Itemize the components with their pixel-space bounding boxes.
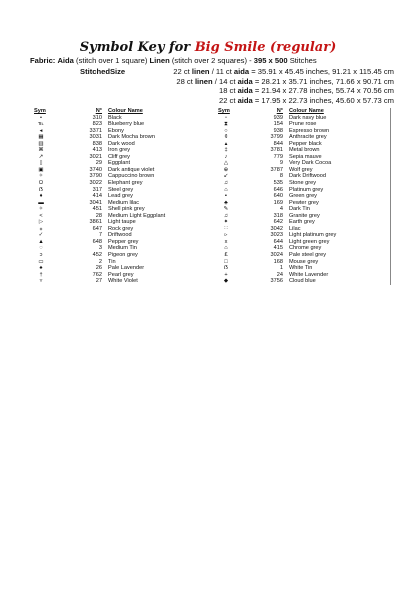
colour-name: Iron grey	[108, 147, 131, 154]
size-part: aida	[233, 67, 250, 76]
floss-number: 3799	[270, 134, 283, 141]
symbol-cell: ▦	[38, 134, 44, 141]
floss-number: 4	[279, 206, 283, 213]
floss-number: 3371	[89, 127, 102, 134]
size-part: 28 ct	[176, 76, 195, 86]
symbol-cell: ▫	[225, 114, 227, 121]
colour-name: Stone grey	[289, 180, 317, 187]
floss-number: 3024	[270, 252, 283, 259]
colour-name: Light platinum grey	[289, 232, 337, 239]
floss-number: 938	[273, 127, 283, 134]
colour-name: Elephant grey	[108, 180, 143, 187]
stitched-size-row	[14, 96, 394, 106]
symbol-cell: ◂	[39, 127, 43, 134]
symbol-cell: ▹	[224, 232, 228, 239]
floss-number: 8	[279, 173, 283, 180]
floss-number: 9	[279, 160, 283, 167]
colour-name: Espresso brown	[289, 127, 330, 134]
symbol-cell: ✧	[38, 206, 44, 213]
size-part: = 28.21 x 35.71 inches, 71.66 x 90.71 cm	[252, 76, 394, 86]
stitched-size-value	[173, 67, 394, 77]
table-row	[34, 278, 204, 285]
floss-number: 3781	[270, 147, 283, 154]
colour-name: Medium Tin	[108, 245, 137, 252]
colour-name: Platinum grey	[289, 186, 324, 193]
colour-name: Rock grey	[108, 225, 134, 232]
symbol-cell: ⁎	[39, 225, 43, 232]
fabric-line	[30, 56, 317, 65]
symbol-cell: ✦	[223, 219, 229, 226]
symbol-cell: ✓	[38, 232, 44, 239]
floss-number: 3861	[89, 219, 102, 226]
colour-name: Prune rose	[289, 121, 317, 128]
colour-name: Tin	[108, 258, 116, 265]
symbol-cell: △	[223, 160, 229, 167]
colour-name: Dark Mocha brown	[108, 134, 155, 141]
symbol-cell: ♠	[39, 265, 43, 272]
colour-name: Metal brown	[289, 147, 320, 154]
colour-name: Very Dark Cocoa	[289, 160, 332, 167]
floss-number: 779	[273, 153, 283, 160]
size-part: aida	[237, 86, 253, 96]
header-num: N°	[95, 108, 102, 114]
stitch-count-label: Stitches	[289, 56, 317, 65]
floss-number: 648	[92, 238, 102, 245]
colour-name: Pepper black	[289, 140, 322, 147]
symbol-cell: ▣	[38, 166, 44, 173]
symbol-cell: ▭	[38, 258, 44, 265]
header-num: N°	[276, 108, 283, 114]
stitched-size-label: StitchedSize	[80, 67, 126, 76]
symbol-cell: ♫	[223, 180, 229, 187]
symbol-cell: ◆	[223, 278, 229, 285]
floss-number: 318	[273, 212, 283, 219]
fabric-linen-note: (stitch over 2 squares) -	[171, 56, 252, 65]
size-part: linen	[191, 67, 210, 76]
colour-name: Light taupe	[108, 219, 136, 226]
header-name: Colour Name	[108, 108, 143, 114]
symbol-cell: <	[39, 212, 43, 219]
floss-number: 3	[98, 245, 102, 252]
floss-number: 3787	[270, 166, 283, 173]
colour-name: Medium lilac	[108, 199, 140, 206]
floss-number: 844	[273, 140, 283, 147]
colour-name: White Violet	[108, 278, 138, 285]
colour-name: Green grey	[289, 193, 317, 200]
title-prefix: Symbol Key for	[79, 40, 191, 55]
symbol-cell: ẞ	[39, 186, 43, 193]
size-part: = 35.91 x 45.45 inches, 91.21 x 115.45 cm	[249, 67, 394, 76]
colour-name: Dark Driftwood	[289, 173, 326, 180]
symbol-cell: ⧗	[224, 121, 228, 128]
symbol-cell: Ω	[38, 180, 44, 187]
floss-number: 1	[279, 265, 283, 272]
symbol-cell: ▷	[38, 219, 44, 226]
stitched-size-value	[176, 77, 394, 87]
symbol-cell: ♦	[39, 193, 43, 200]
stitched-size-value	[219, 86, 394, 96]
colour-name: Pale Lavender	[108, 265, 145, 272]
floss-number: 7	[98, 232, 102, 239]
floss-number: 317	[92, 186, 102, 193]
symbol-cell: ‡	[224, 147, 228, 154]
colour-name: White Tin	[289, 265, 313, 272]
header-sym: Sym	[34, 108, 46, 114]
stitched-size-row	[14, 86, 394, 96]
size-part: 22 ct	[173, 67, 192, 76]
symbol-cell: □	[224, 258, 228, 265]
symbol-cell: ⌂	[224, 245, 228, 252]
colour-name: Driftwood	[108, 232, 132, 239]
floss-number: 762	[92, 271, 102, 278]
colour-name: Sepia mauve	[289, 153, 322, 160]
floss-number: 823	[92, 121, 102, 128]
colour-name: Wolf grey	[289, 166, 313, 173]
colour-name: Ebony	[108, 127, 124, 134]
symbol-cell: ↄ	[39, 252, 43, 259]
symbol-cell: ẞ	[224, 265, 228, 272]
floss-number: 644	[273, 238, 283, 245]
symbol-cell: ◌	[39, 245, 43, 252]
stitched-size-value	[219, 96, 394, 106]
fabric-label: Fabric:	[30, 56, 56, 65]
header-name: Colour Name	[289, 108, 324, 114]
size-part: 18 ct	[219, 86, 238, 96]
colour-name: Pewter grey	[289, 199, 319, 206]
symbol-table-left	[34, 108, 204, 285]
floss-number: 3022	[89, 180, 102, 187]
symbol-cell: ℡	[37, 121, 44, 128]
symbol-cell: ▥	[38, 140, 44, 147]
symbol-cell: x	[224, 238, 228, 245]
floss-number: 29	[95, 160, 102, 167]
symbol-cell: ⌂	[224, 186, 228, 193]
size-part: = 17.95 x 22.73 inches, 45.60 x 57.73 cm	[252, 95, 394, 105]
header-sym: Sym	[218, 108, 230, 114]
colour-name: Earth grey	[289, 219, 315, 226]
floss-number: 3756	[270, 278, 283, 285]
colour-name: Pearl grey	[108, 271, 134, 278]
stitched-size-row	[14, 67, 394, 77]
floss-number: 154	[273, 121, 283, 128]
size-part: / 14 ct	[212, 76, 238, 86]
floss-number: 26	[95, 265, 102, 272]
symbol-cell: •	[40, 114, 42, 121]
colour-name: White Lavender	[289, 271, 329, 278]
colour-name: Cliff grey	[108, 153, 130, 160]
pattern-name: Big Smile (regular)	[194, 40, 337, 55]
symbol-cell: +	[224, 271, 228, 278]
colour-name: Lilac	[289, 225, 301, 232]
floss-number: 535	[273, 180, 283, 187]
symbol-cell: ♪	[224, 153, 228, 160]
symbol-cell: †	[39, 271, 43, 278]
floss-number: 415	[273, 245, 283, 252]
colour-name: Eggplant	[108, 160, 131, 167]
floss-number: 647	[92, 225, 102, 232]
symbol-cell: ↗	[38, 153, 44, 160]
floss-number: 3031	[89, 134, 102, 141]
colour-name: Medium Light Eggplant	[108, 212, 166, 219]
symbol-cell: ⊕	[223, 166, 229, 173]
colour-name: Dark antique violet	[108, 166, 155, 173]
symbol-cell: ↙	[223, 173, 229, 180]
symbol-cell: ¢	[224, 134, 228, 141]
floss-number: 3023	[270, 232, 283, 239]
floss-number: 168	[273, 258, 283, 265]
symbol-cell: ▲	[38, 238, 44, 245]
size-part: 22 ct	[219, 95, 238, 105]
floss-number: 646	[273, 186, 283, 193]
colour-name: Black	[108, 114, 122, 121]
symbol-cell: ₤	[224, 252, 228, 259]
colour-name: Pale steel grey	[289, 252, 327, 259]
floss-number: 838	[92, 140, 102, 147]
symbol-cell: ▯	[39, 160, 43, 167]
colour-name: Light green grey	[289, 238, 330, 245]
floss-number: 452	[92, 252, 102, 259]
floss-number: 310	[92, 114, 102, 121]
symbol-cell: ⌘	[38, 147, 44, 154]
floss-number: 3041	[89, 199, 102, 206]
floss-number: 413	[92, 147, 102, 154]
floss-number: 169	[273, 199, 283, 206]
floss-number: 414	[92, 193, 102, 200]
size-part: / 11 ct	[209, 67, 234, 76]
size-part: = 21.94 x 27.78 inches, 55.74 x 70.56 cm	[252, 86, 394, 96]
size-part: aida	[237, 95, 253, 105]
floss-number: 24	[276, 271, 283, 278]
colour-name: Cappuccino brown	[108, 173, 155, 180]
stitch-count: 395 x 500	[253, 56, 288, 65]
colour-name: Steel grey	[108, 186, 134, 193]
stitched-size-block	[14, 67, 394, 105]
colour-name: Pigeon grey	[108, 252, 138, 259]
colour-name: Granite grey	[289, 212, 320, 219]
symbol-cell: ▪	[225, 193, 227, 200]
floss-number: 3790	[89, 173, 102, 180]
colour-name: Blueberry blue	[108, 121, 145, 128]
floss-number: 3021	[89, 153, 102, 160]
floss-number: 28	[95, 212, 102, 219]
colour-name: Pepper grey	[108, 238, 139, 245]
colour-name: Dark navy blue	[289, 114, 327, 121]
symbol-cell: ▿	[39, 278, 43, 285]
floss-number: 3740	[89, 166, 102, 173]
symbol-cell: ♣	[224, 199, 228, 206]
colour-name: Dark Tin	[289, 206, 310, 213]
page-title	[0, 40, 416, 55]
fabric-aida-note: (stitch over 1 square)	[76, 56, 148, 65]
stitched-size-row	[14, 77, 394, 87]
symbol-cell: ○	[224, 127, 228, 134]
table-row	[218, 278, 390, 285]
symbol-table-right	[218, 108, 391, 285]
symbol-cell: ✧	[38, 173, 44, 180]
colour-name: Mouse grey	[289, 258, 319, 265]
size-part: aida	[237, 76, 253, 86]
symbol-cell: ∷	[224, 225, 228, 232]
colour-name: Chrome grey	[289, 245, 322, 252]
symbol-cell: ✎	[223, 206, 229, 213]
floss-number: 640	[273, 193, 283, 200]
colour-name: Lead grey	[108, 193, 133, 200]
colour-name: Dark wood	[108, 140, 135, 147]
floss-number: 2	[98, 258, 102, 265]
symbol-cell: ♫	[223, 212, 229, 219]
colour-name: Shell pink grey	[108, 206, 145, 213]
floss-number: 451	[92, 206, 102, 213]
floss-number: 3042	[270, 225, 283, 232]
symbol-cell: ▬	[38, 199, 44, 206]
size-part: linen	[194, 76, 213, 86]
fabric-linen: Linen	[149, 56, 170, 65]
symbol-cell: ▴	[224, 140, 228, 147]
floss-number: 642	[273, 219, 283, 226]
colour-name: Anthracite grey	[289, 134, 327, 141]
colour-name: Cloud blue	[289, 278, 316, 285]
floss-number: 27	[95, 278, 102, 285]
fabric-aida: Aida	[57, 56, 74, 65]
floss-number: 939	[273, 114, 283, 121]
